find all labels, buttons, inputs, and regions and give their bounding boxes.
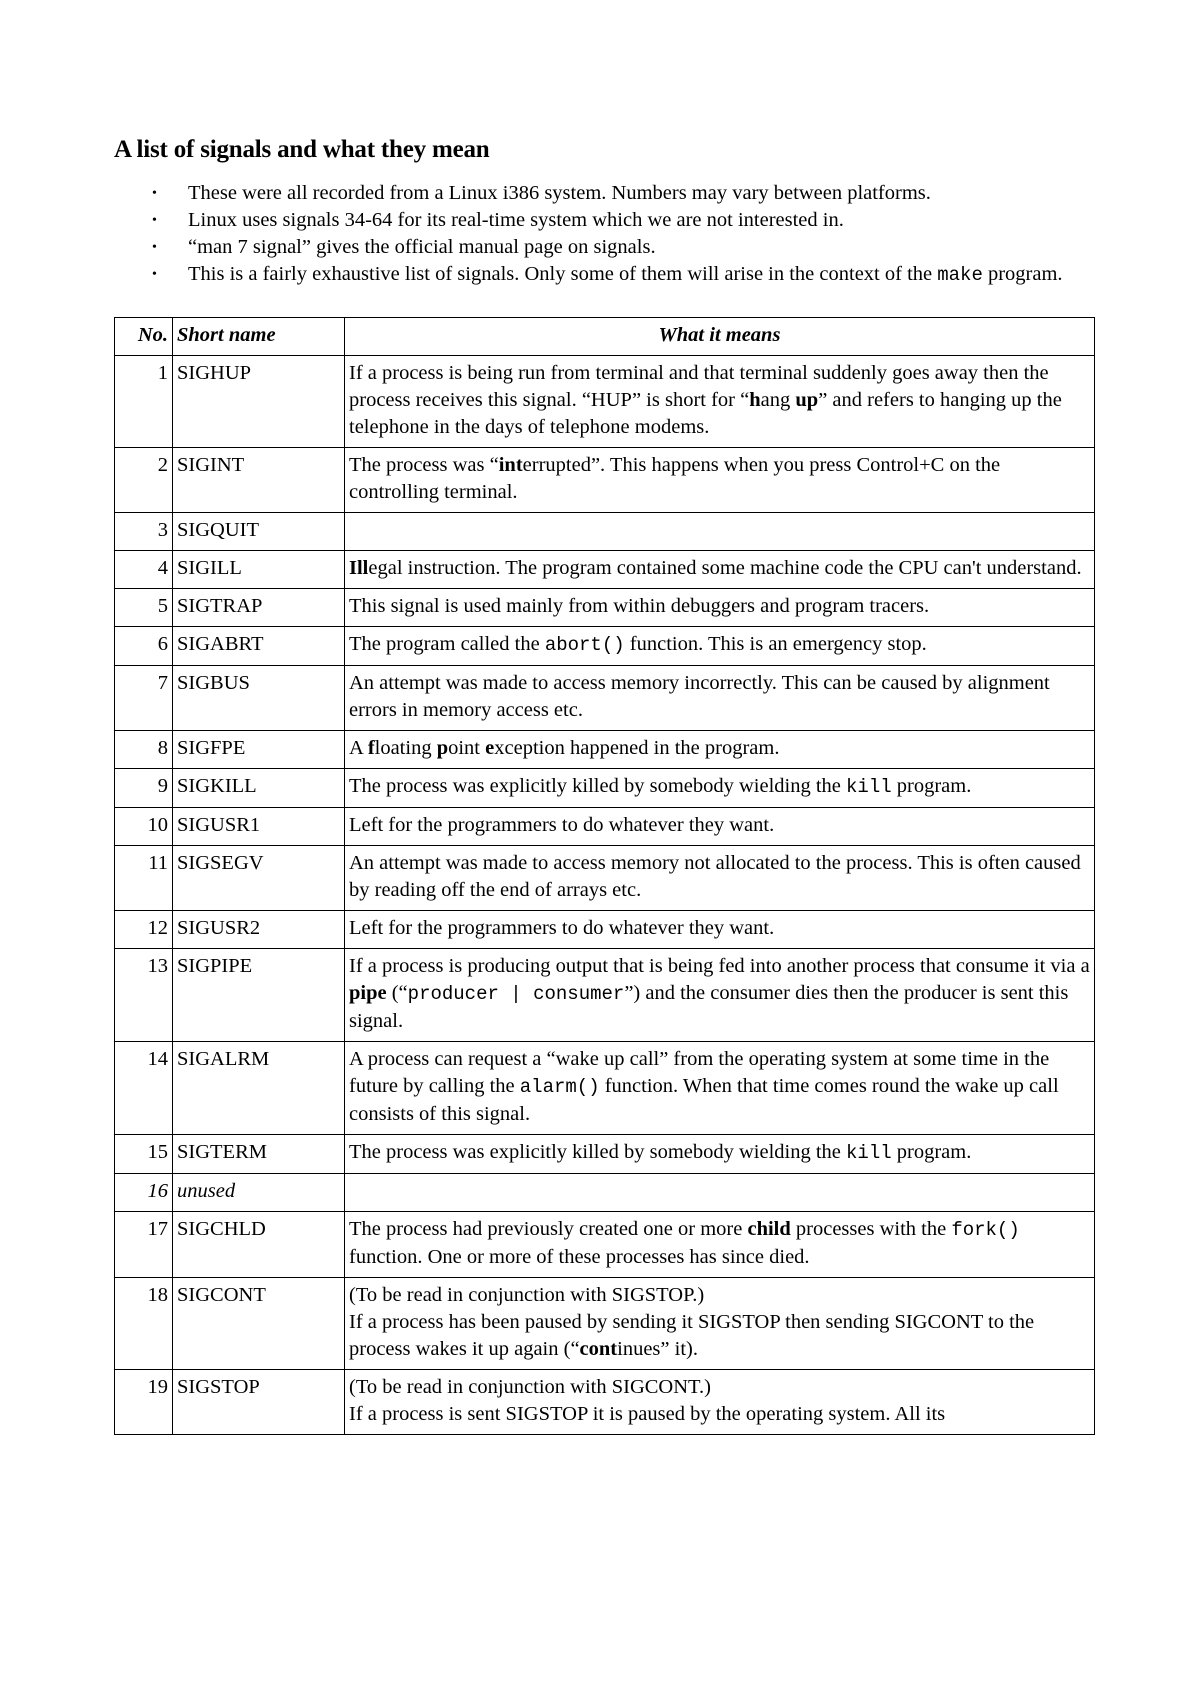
signal-name: SIGABRT (173, 627, 345, 666)
code-text: make (937, 264, 983, 286)
table-row (115, 949, 1095, 1042)
signal-name: SIGTERM (173, 1135, 345, 1174)
signal-description: An attempt was made to access memory incorrectly. This can be caused by alignment errors in memory access etc. (345, 666, 1095, 731)
page-title: A list of signals and what they mean (114, 136, 490, 163)
signal-number: 5 (115, 589, 173, 627)
table-row (115, 666, 1095, 731)
signal-description: A floating point exception happened in the program. (345, 731, 1095, 769)
table-row (115, 1278, 1095, 1370)
signal-name: unused (173, 1174, 345, 1212)
signal-name: SIGILL (173, 551, 345, 589)
signal-description (345, 1174, 1095, 1212)
signal-name: SIGINT (173, 448, 345, 513)
signal-description: The process was explicitly killed by somebody wielding the kill program. (345, 1135, 1095, 1174)
signal-description: Illegal instruction. The program contained some machine code the CPU can't understand. (345, 551, 1095, 589)
column-header-short-name: Short name (173, 318, 345, 356)
signal-description: The process was “interrupted”. This happens when you press Control+C on the controlling terminal. (345, 448, 1095, 513)
signal-description: The program called the abort() function. This is an emergency stop. (345, 627, 1095, 666)
table-row (115, 1042, 1095, 1135)
signal-number: 11 (115, 846, 173, 911)
signal-number: 10 (115, 808, 173, 846)
list-item-text: These were all recorded from a Linux i386 system. Numbers may vary between platforms. (188, 182, 931, 204)
signal-number: 15 (115, 1135, 173, 1174)
table-row (115, 911, 1095, 949)
signal-number: 18 (115, 1278, 173, 1370)
table-row (115, 551, 1095, 589)
signal-description: A process can request a “wake up call” from the operating system at some time in the future by calling the alarm() function. When that time comes round the wake up call consists of this signal. (345, 1042, 1095, 1135)
signal-description: (To be read in conjunction with SIGCONT.) If a process is sent SIGSTOP it is paused by the operating system. All its (345, 1370, 1095, 1435)
signal-name: SIGFPE (173, 731, 345, 769)
signal-number: 13 (115, 949, 173, 1042)
table-row (115, 1135, 1095, 1174)
signal-name: SIGQUIT (173, 513, 345, 551)
signal-description: (To be read in conjunction with SIGSTOP.) If a process has been paused by sending it SIGSTOP then sending SIGCONT to the process wakes it up again (“continues” it). (345, 1278, 1095, 1370)
list-item-text: Linux uses signals 34-64 for its real-time system which we are not interested in. (188, 209, 844, 231)
signal-description: Left for the programmers to do whatever they want. (345, 808, 1095, 846)
table-row (115, 627, 1095, 666)
table-row (115, 1174, 1095, 1212)
table-row (115, 1212, 1095, 1278)
signal-name: SIGUSR1 (173, 808, 345, 846)
bullet-icon: • (152, 267, 157, 282)
signal-name: SIGHUP (173, 356, 345, 448)
list-item (114, 180, 1094, 207)
signal-name: SIGSTOP (173, 1370, 345, 1435)
bullet-icon: • (152, 240, 157, 255)
table-row (115, 808, 1095, 846)
signal-number: 3 (115, 513, 173, 551)
table-row (115, 448, 1095, 513)
table-row (115, 589, 1095, 627)
column-header-no: No. (115, 318, 173, 356)
table-row (115, 356, 1095, 448)
signal-number: 17 (115, 1212, 173, 1278)
bullet-icon: • (152, 213, 157, 228)
table-row (115, 513, 1095, 551)
signal-number: 14 (115, 1042, 173, 1135)
bullet-icon: • (152, 186, 157, 201)
list-item-text: This is a fairly exhaustive list of signals. Only some of them will arise in the context of the (188, 263, 938, 285)
list-item (114, 261, 1094, 289)
signal-description (345, 513, 1095, 551)
signal-description: An attempt was made to access memory not allocated to the process. This is often caused by reading off the end of arrays etc. (345, 846, 1095, 911)
signal-description: This signal is used mainly from within debuggers and program tracers. (345, 589, 1095, 627)
signal-number: 16 (115, 1174, 173, 1212)
signal-number: 2 (115, 448, 173, 513)
signal-number: 1 (115, 356, 173, 448)
table-row (115, 1370, 1095, 1435)
list-item (114, 207, 1094, 234)
table-row (115, 846, 1095, 911)
signal-name: SIGTRAP (173, 589, 345, 627)
signals-table (114, 317, 1095, 1435)
signal-name: SIGPIPE (173, 949, 345, 1042)
list-item-text: “man 7 signal” gives the official manual page on signals. (188, 236, 656, 258)
signal-number: 12 (115, 911, 173, 949)
signal-name: SIGCHLD (173, 1212, 345, 1278)
table-row (115, 731, 1095, 769)
signal-name: SIGUSR2 (173, 911, 345, 949)
signal-description: The process had previously created one or more child processes with the fork() function. One or more of these processes has since died. (345, 1212, 1095, 1278)
signal-description: If a process is being run from terminal and that terminal suddenly goes away then the process receives this signal. “HUP” is short for “hang up” and refers to hanging up the telephone in the days of telephone modems. (345, 356, 1095, 448)
signal-description: If a process is producing output that is being fed into another process that consume it via a pipe (“producer | consumer”) and the consumer dies then the producer is sent this signal. (345, 949, 1095, 1042)
signal-description: Left for the programmers to do whatever they want. (345, 911, 1095, 949)
list-item (114, 234, 1094, 261)
signal-name: SIGSEGV (173, 846, 345, 911)
signal-number: 6 (115, 627, 173, 666)
signal-number: 9 (115, 769, 173, 808)
list-item-text: program. (982, 263, 1063, 285)
signal-description: The process was explicitly killed by somebody wielding the kill program. (345, 769, 1095, 808)
table-row (115, 769, 1095, 808)
document-page (114, 136, 1094, 1435)
signal-number: 19 (115, 1370, 173, 1435)
signal-number: 7 (115, 666, 173, 731)
signal-number: 8 (115, 731, 173, 769)
table-header-row (115, 318, 1095, 356)
notes-list (114, 180, 1094, 289)
signal-name: SIGBUS (173, 666, 345, 731)
signal-name: SIGKILL (173, 769, 345, 808)
signal-number: 4 (115, 551, 173, 589)
signal-name: SIGALRM (173, 1042, 345, 1135)
signal-name: SIGCONT (173, 1278, 345, 1370)
column-header-meaning: What it means (345, 318, 1095, 356)
